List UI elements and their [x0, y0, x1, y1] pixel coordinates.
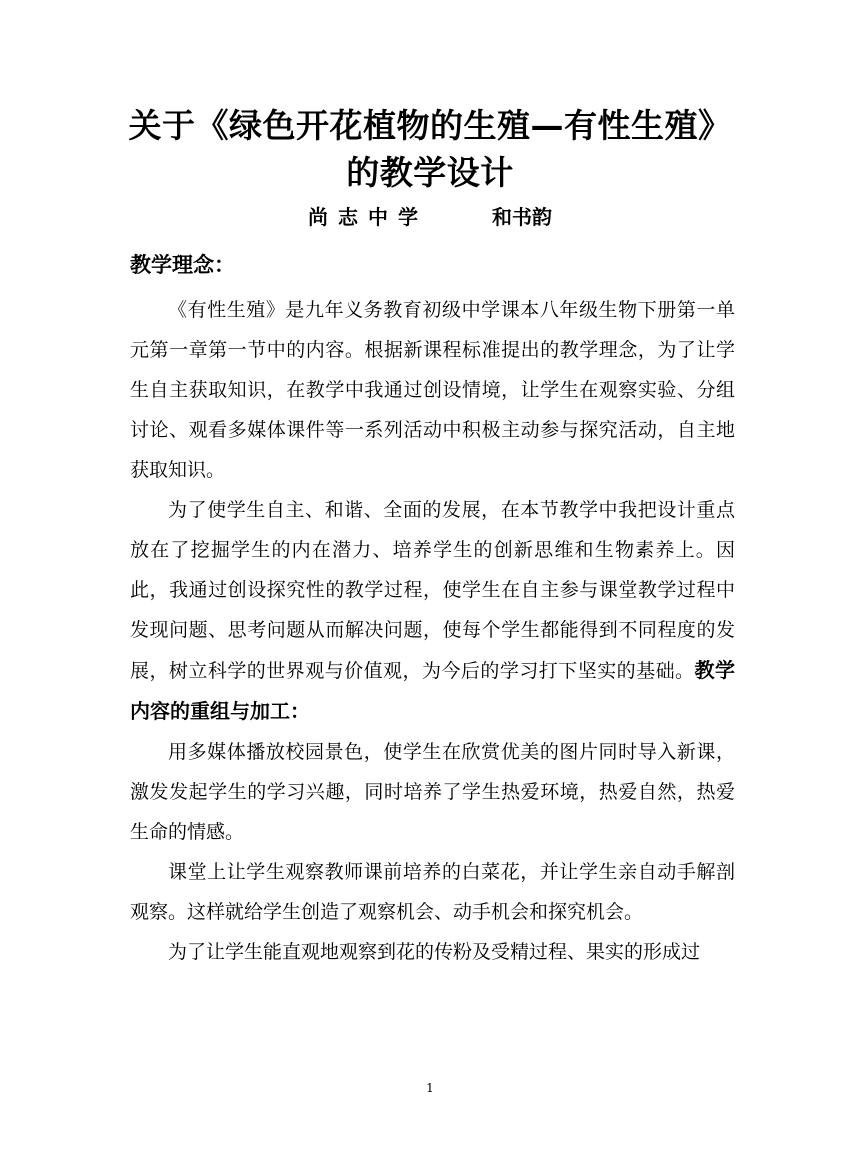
- school-name: 尚志中学: [308, 205, 428, 229]
- section-heading-teaching-philosophy: 教学理念：: [130, 253, 235, 277]
- document-title-line1: 关于《绿色开花植物的生殖—有性生殖》: [128, 106, 732, 145]
- document-title-line2: 的教学设计: [346, 153, 514, 192]
- paragraph: 《有性生殖》是九年义务教育初级中学课本八年级生物下册第一单元第一章第一节中的内容。根据新课程标准提出的教学理念，为了让学生自主获取知识，在教学中我通过创设情境，让学生在观察实验、分组讨论、观看多媒体课件等一系列活动中积极主动参与探究活动，自主地获取知识。: [130, 299, 735, 481]
- author-line: [0, 202, 860, 232]
- page-number: 1: [426, 1081, 434, 1095]
- paragraph-text: 为了使学生自主、和谐、全面的发展，在本节教学中我把设计重点放在了挖掘学生的内在潜力、培养学生的创新思维和生物素养上。因此，我通过创设探究性的教学过程，使学生在自主参与课堂教学过程中发现问题、思考问题从而解决问题，使每个学生都能得到不同程度的发展，树立科学的世界观与价值观，为今后的学习打下坚实的基础。: [130, 499, 735, 682]
- paragraph: 用多媒体播放校园景色，使学生在欣赏优美的图片同时导入新课，激发发起学生的学习兴趣，同时培养了学生热爱环境，热爱自然，热爱生命的情感。: [130, 741, 735, 843]
- paragraph: [130, 490, 735, 732]
- author-name: 和书韵: [492, 205, 552, 229]
- section-body-teaching-philosophy: [130, 290, 735, 972]
- paragraph: 课堂上让学生观察教师课前培养的白菜花，并让学生亲自动手解剖观察。这样就给学生创造了观察机会、动手机会和探究机会。: [130, 861, 735, 923]
- paragraph: 为了让学生能直观地观察到花的传粉及受精过程、果实的形成过: [168, 941, 701, 963]
- section-heading-content-reorganization: 教学内容的重组与加工：: [130, 658, 735, 723]
